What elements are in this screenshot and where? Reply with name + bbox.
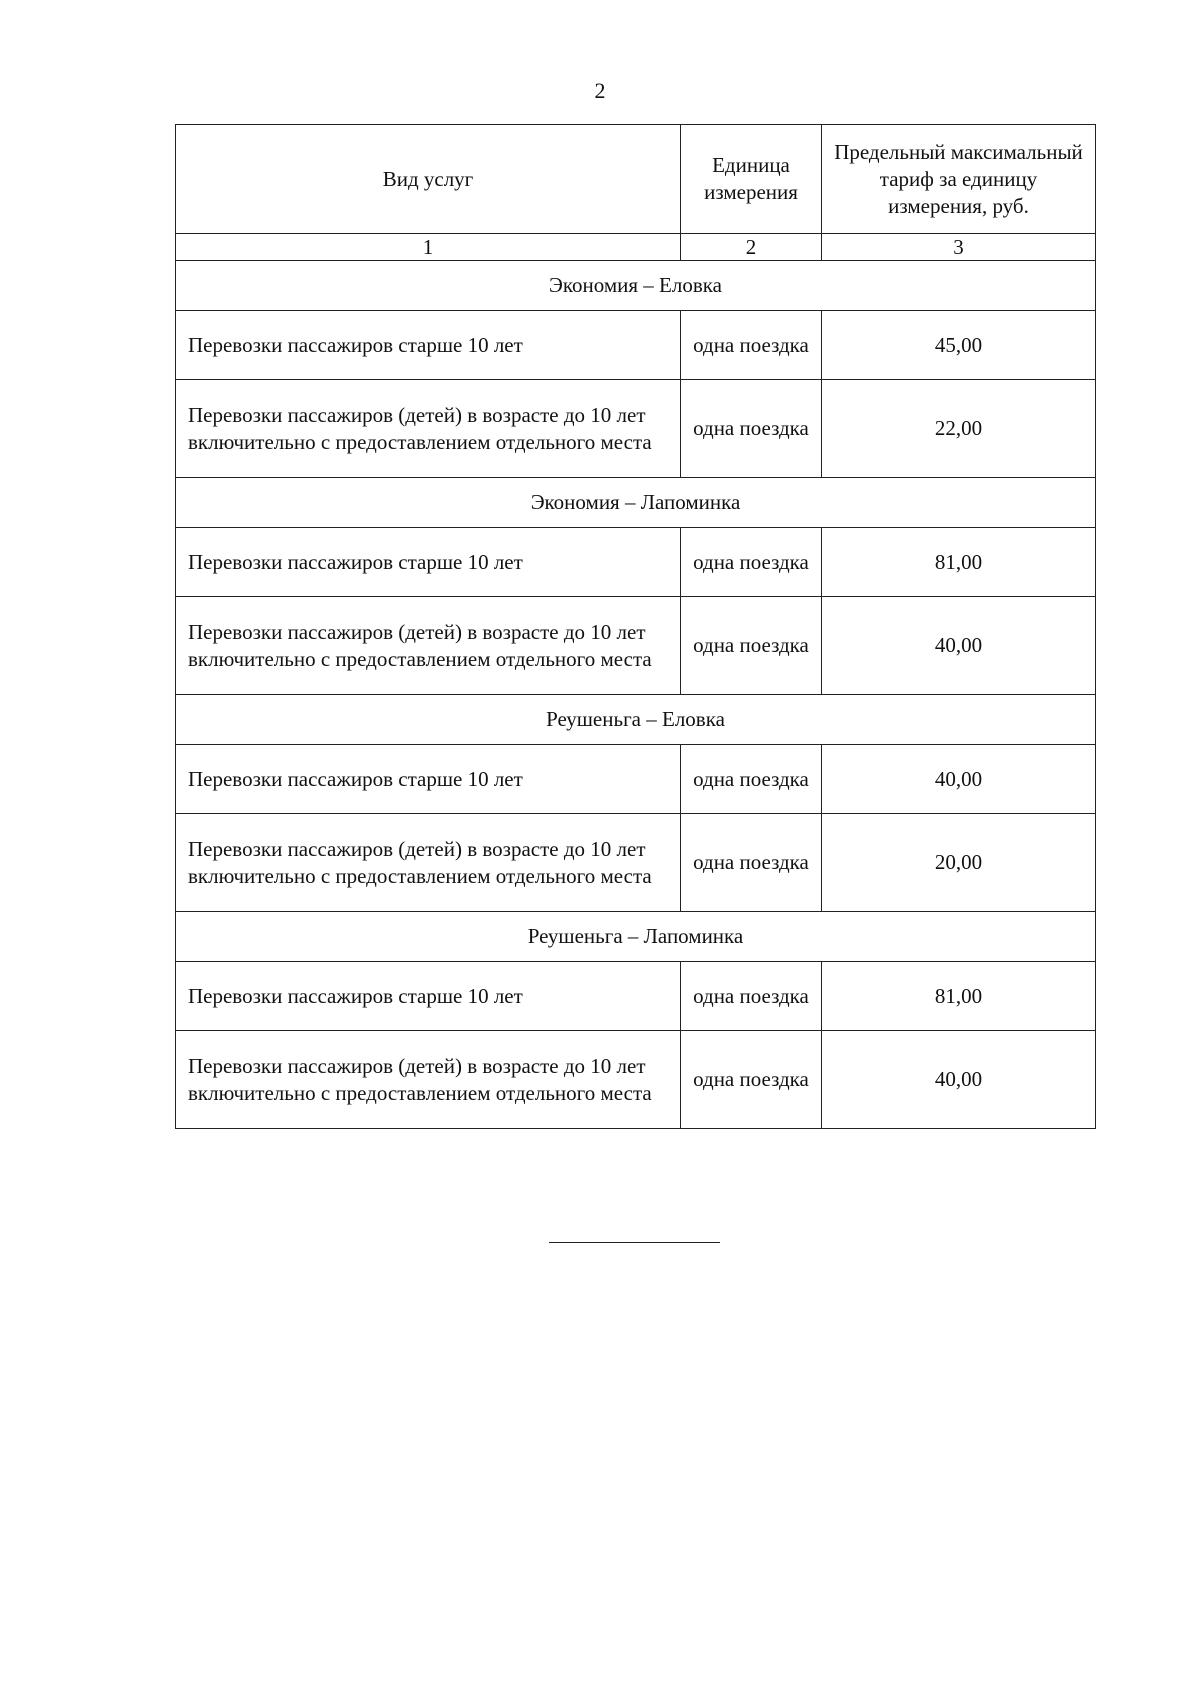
header-unit: Единица измерения <box>681 125 822 234</box>
column-number-row <box>176 234 1096 261</box>
unit-cell: одна поездка <box>681 597 822 695</box>
price-cell: 40,00 <box>822 597 1096 695</box>
column-number: 3 <box>822 234 1096 261</box>
end-divider-line <box>549 1242 720 1243</box>
unit-cell: одна поездка <box>681 311 822 380</box>
route-section-row <box>176 261 1096 311</box>
unit-cell: одна поездка <box>681 1031 822 1129</box>
table-header-row <box>176 125 1096 234</box>
column-number: 1 <box>176 234 681 261</box>
unit-cell: одна поездка <box>681 380 822 478</box>
column-number: 2 <box>681 234 822 261</box>
table-row <box>176 962 1096 1031</box>
service-cell: Перевозки пассажиров (детей) в возрасте до 10 лет включительно с предоставлением отдельного места <box>176 814 681 912</box>
tariff-table <box>175 124 1096 1129</box>
service-cell: Перевозки пассажиров старше 10 лет <box>176 528 681 597</box>
unit-cell: одна поездка <box>681 814 822 912</box>
header-tariff: Предельный максимальный тариф за единицу измерения, руб. <box>822 125 1096 234</box>
service-cell: Перевозки пассажиров (детей) в возрасте до 10 лет включительно с предоставлением отдельного места <box>176 597 681 695</box>
page-number: 2 <box>594 78 606 103</box>
price-cell: 81,00 <box>822 528 1096 597</box>
table-row <box>176 528 1096 597</box>
route-title: Реушеньга – Еловка <box>176 695 1096 745</box>
unit-cell: одна поездка <box>681 528 822 597</box>
price-cell: 22,00 <box>822 380 1096 478</box>
table-row <box>176 311 1096 380</box>
service-cell: Перевозки пассажиров старше 10 лет <box>176 745 681 814</box>
table-row <box>176 814 1096 912</box>
service-cell: Перевозки пассажиров старше 10 лет <box>176 962 681 1031</box>
table-row <box>176 597 1096 695</box>
price-cell: 20,00 <box>822 814 1096 912</box>
table-row <box>176 1031 1096 1129</box>
price-cell: 40,00 <box>822 745 1096 814</box>
route-section-row <box>176 912 1096 962</box>
price-cell: 81,00 <box>822 962 1096 1031</box>
service-cell: Перевозки пассажиров старше 10 лет <box>176 311 681 380</box>
price-cell: 40,00 <box>822 1031 1096 1129</box>
service-cell: Перевозки пассажиров (детей) в возрасте до 10 лет включительно с предоставлением отдельного места <box>176 380 681 478</box>
table-row <box>176 380 1096 478</box>
route-title: Экономия – Лапоминка <box>176 478 1096 528</box>
unit-cell: одна поездка <box>681 745 822 814</box>
route-title: Экономия – Еловка <box>176 261 1096 311</box>
unit-cell: одна поездка <box>681 962 822 1031</box>
table-row <box>176 745 1096 814</box>
route-section-row <box>176 695 1096 745</box>
price-cell: 45,00 <box>822 311 1096 380</box>
route-section-row <box>176 478 1096 528</box>
service-cell: Перевозки пассажиров (детей) в возрасте до 10 лет включительно с предоставлением отдельного места <box>176 1031 681 1129</box>
header-service: Вид услуг <box>176 125 681 234</box>
route-title: Реушеньга – Лапоминка <box>176 912 1096 962</box>
